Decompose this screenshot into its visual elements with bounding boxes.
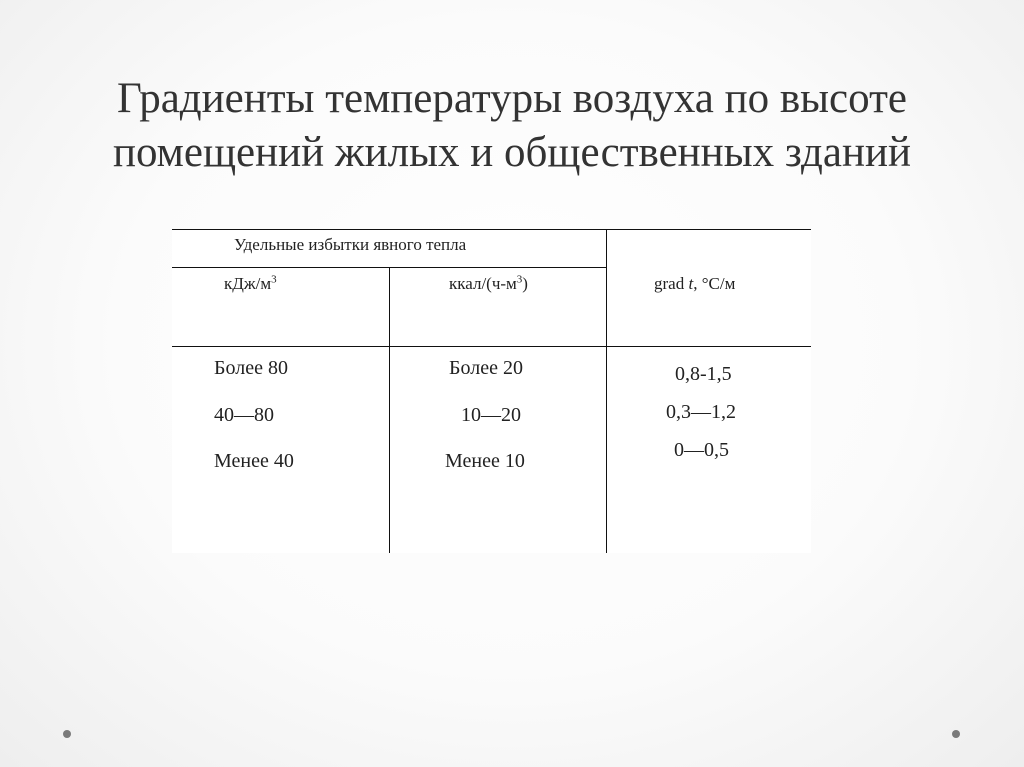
col2-header-end: ) xyxy=(522,274,528,293)
right-corner-dot xyxy=(952,730,960,738)
col2-row3: Менее 10 xyxy=(445,450,525,472)
table-top-border xyxy=(172,229,811,230)
col-divider-1 xyxy=(389,267,390,553)
slide-title xyxy=(40,72,984,180)
gradient-table xyxy=(172,229,811,553)
title-line-2: помещений жилых и общественных зданий xyxy=(112,129,912,176)
col1-row1: Более 80 xyxy=(214,357,288,379)
col1-header xyxy=(224,274,277,294)
col3-header-t: t xyxy=(688,274,694,293)
col3-header-pre: grad xyxy=(654,274,689,293)
col3-row1: 0,8-1,5 xyxy=(675,363,732,385)
col2-header-sup: 3 xyxy=(516,273,523,286)
col3-header-post: , °С/м xyxy=(693,274,736,293)
col-divider-2 xyxy=(606,229,607,553)
col2-header xyxy=(449,274,528,294)
header-bottom-border xyxy=(172,346,811,347)
col1-header-sup: 3 xyxy=(271,273,277,286)
col3-header xyxy=(654,274,735,294)
col2-row2: 10—20 xyxy=(461,404,521,426)
col2-header-text: ккал/(ч-м xyxy=(449,274,517,293)
col3-row2: 0,3—1,2 xyxy=(666,401,736,423)
col1-header-text: кДж/м xyxy=(224,274,272,293)
col2-row1: Более 20 xyxy=(449,357,523,379)
group-header: Удельные избытки явного тепла xyxy=(234,235,467,254)
col3-row3: 0—0,5 xyxy=(674,439,729,461)
title-line-1: Градиенты температуры воздуха по высоте xyxy=(117,75,907,122)
col1-row2: 40—80 xyxy=(214,404,274,426)
col1-row3: Менее 40 xyxy=(214,450,294,472)
left-corner-dot xyxy=(63,730,71,738)
